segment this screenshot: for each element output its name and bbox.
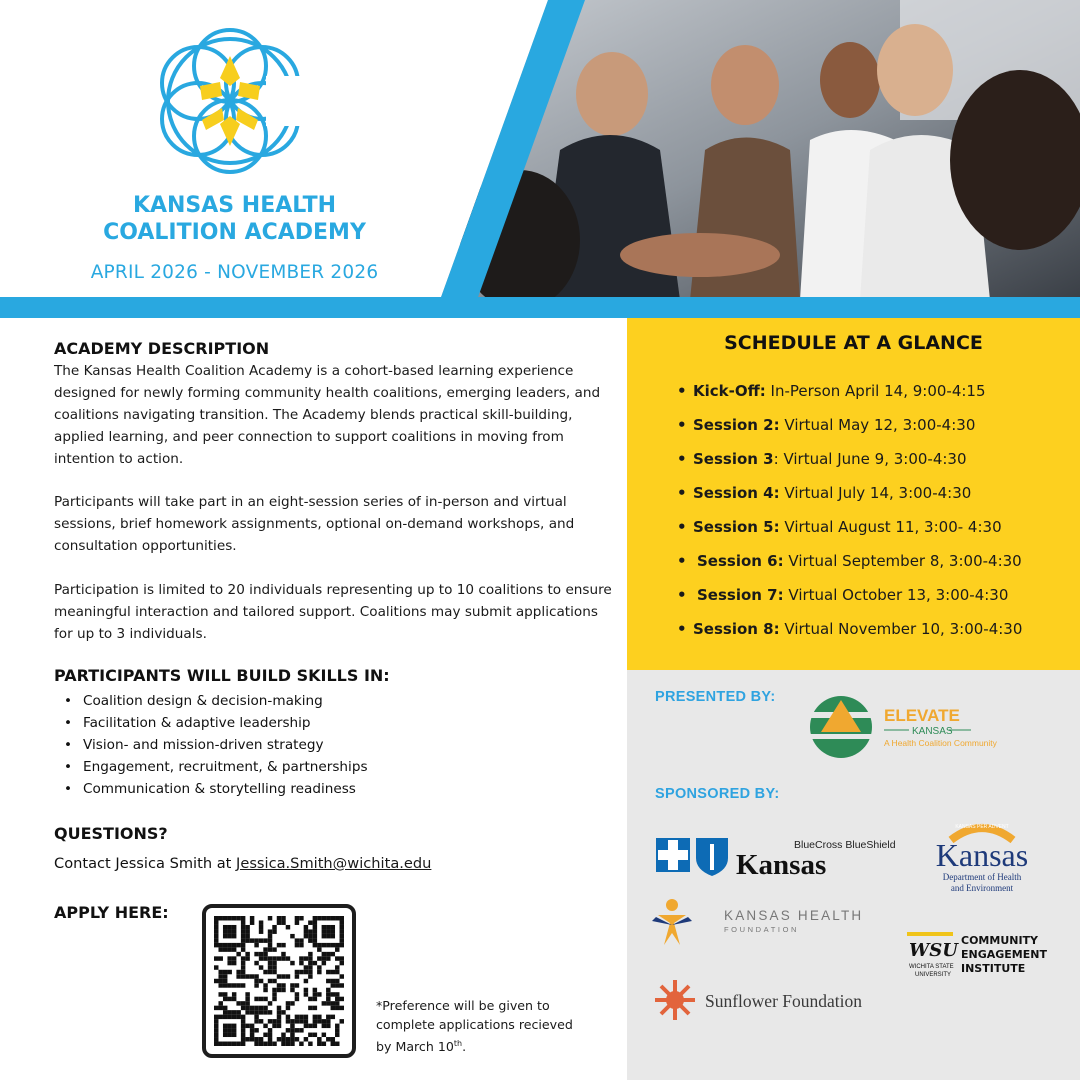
- schedule-item: [677, 618, 1077, 652]
- schedule-item-label: Session 4:: [693, 484, 780, 502]
- date-range: APRIL 2026 - NOVEMBER 2026: [90, 262, 379, 283]
- schedule-item: [677, 482, 1077, 516]
- questions-heading: QUESTIONS?: [54, 824, 168, 843]
- schedule-item: [677, 584, 1077, 618]
- sponsored-by-label: SPONSORED BY:: [655, 786, 780, 802]
- list-item: • Facilitation & adaptive leadership: [64, 712, 584, 734]
- elevate-tagline: A Health Coalition Community: [884, 738, 997, 748]
- schedule-item: [677, 448, 1077, 482]
- schedule-item: [677, 414, 1077, 448]
- title-line-1: KANSAS HEALTH: [132, 193, 337, 218]
- skills-list: [64, 690, 584, 800]
- header-divider-band: [0, 297, 1080, 318]
- schedule-item-label: Session 7:: [697, 586, 784, 604]
- khf-name: KANSAS HEALTH: [724, 908, 864, 923]
- qr-code-pattern: [214, 916, 344, 1046]
- schedule-item-detail: Virtual August 11, 3:00- 4:30: [779, 518, 1002, 536]
- wsu-community-engagement-logo: [905, 926, 1065, 986]
- kdhe-logo: [917, 818, 1047, 896]
- description-paragraph-1: The Kansas Health Coalition Academy is a cohort-based learning experience designed for newly forming community health coalitions, emerging leaders, and coalitions navigating transition. The Academy blends practical skill-building, applied learning, and peer connection to support coalitions in moving from intention to action.: [54, 363, 601, 467]
- wsu-line2: ENGAGEMENT: [961, 948, 1047, 961]
- schedule-item-label: Session 3: [693, 450, 774, 468]
- preference-note-text: *Preference will be given to complete applications recieved by March 10: [376, 998, 573, 1055]
- schedule-item-detail: Virtual May 12, 3:00-4:30: [779, 416, 976, 434]
- schedule-item-label: Session 2:: [693, 416, 780, 434]
- schedule-item-detail: In-Person April 14, 9:00-4:15: [765, 382, 986, 400]
- kdhe-arc: KANSAS PER ADVENT: [955, 824, 1009, 830]
- list-item: • Communication & storytelling readiness: [64, 778, 584, 800]
- elevate-name: ELEVATE: [884, 706, 960, 725]
- schedule-title: SCHEDULE AT A GLANCE: [724, 332, 983, 354]
- contact-prefix: Contact Jessica Smith at: [54, 855, 237, 872]
- schedule-item-label: Kick-Off:: [693, 382, 766, 400]
- wsu-mark: WSU: [909, 940, 958, 961]
- elevate-kansas-logo: [809, 694, 1009, 760]
- wsu-univ2: UNIVERSITY: [915, 972, 952, 978]
- preference-note: [376, 996, 576, 1056]
- presented-by-label: PRESENTED BY:: [655, 689, 776, 705]
- kdhe-line1: Department of Health: [942, 872, 1022, 882]
- academy-logo: [140, 16, 320, 186]
- schedule-item: [677, 550, 1077, 584]
- bcbs-top: BlueCross BlueShield: [794, 839, 896, 851]
- wsu-line1: COMMUNITY: [961, 934, 1039, 947]
- description-paragraph-3: Participation is limited to 20 individuals representing up to 10 coalitions to ensure meaningful interaction and tailored support. Coalitions may submit applications for up to 3 individuals.: [54, 582, 612, 642]
- schedule-list: [677, 380, 1077, 652]
- schedule-item-label: Session 5:: [693, 518, 780, 536]
- description-paragraph-2: Participants will take part in an eight-session series of in-person and virtual sessions, brief homework assignments, optional on-demand workshops, and consultation opportunities.: [54, 494, 575, 554]
- qr-code[interactable]: [202, 904, 356, 1058]
- bcbs-kansas-logo: [654, 830, 896, 881]
- academy-title: [62, 192, 407, 246]
- schedule-item-detail: Virtual September 8, 3:00-4:30: [783, 552, 1022, 570]
- contact-line: [54, 855, 431, 872]
- khf-sub: FOUNDATION: [724, 925, 800, 934]
- schedule-item-label: Session 8:: [693, 620, 780, 638]
- schedule-item-detail: Virtual July 14, 3:00-4:30: [779, 484, 972, 502]
- schedule-item-detail: : Virtual June 9, 3:00-4:30: [773, 450, 967, 468]
- schedule-item-detail: Virtual October 13, 3:00-4:30: [783, 586, 1009, 604]
- list-item: • Engagement, recruitment, & partnerships: [64, 756, 584, 778]
- kansas-health-foundation-logo: [652, 895, 882, 955]
- list-item: • Vision- and mission-driven strategy: [64, 734, 584, 756]
- title-line-2: COALITION ACADEMY: [103, 220, 366, 245]
- elevate-sub: KANSAS: [912, 726, 953, 737]
- kdhe-name: Kansas: [935, 837, 1029, 873]
- header-banner: [0, 0, 1080, 318]
- schedule-item-label: Session 6:: [697, 552, 784, 570]
- sponsor-panel: [627, 670, 1080, 1080]
- schedule-item-detail: Virtual November 10, 3:00-4:30: [779, 620, 1023, 638]
- kdhe-line2: and Environment: [950, 883, 1014, 893]
- wsu-line3: INSTITUTE: [961, 962, 1026, 975]
- schedule-panel: [627, 318, 1080, 670]
- sunflower-foundation-logo: [651, 975, 881, 1025]
- wsu-univ1: WICHITA STATE: [909, 964, 954, 970]
- academy-description-heading: ACADEMY DESCRIPTION: [54, 339, 270, 358]
- schedule-item: [677, 516, 1077, 550]
- list-item: • Coalition design & decision-making: [64, 690, 584, 712]
- schedule-item: [677, 380, 1077, 414]
- apply-heading: APPLY HERE:: [54, 903, 169, 922]
- preference-note-sup: th: [453, 1039, 463, 1048]
- preference-note-end: .: [462, 1039, 467, 1055]
- skills-heading: PARTICIPANTS WILL BUILD SKILLS IN:: [54, 666, 390, 685]
- email-link[interactable]: Jessica.Smith@wichita.edu: [236, 855, 432, 872]
- sunflower-name: Sunflower Foundation: [705, 991, 863, 1011]
- bcbs-name: Kansas: [736, 849, 827, 881]
